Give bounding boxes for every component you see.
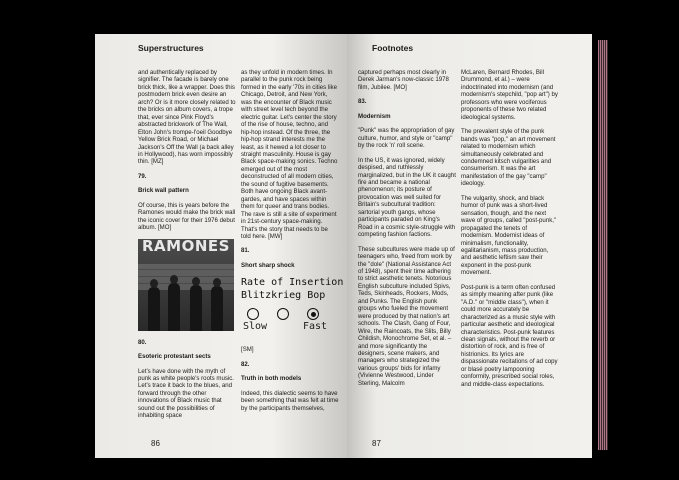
right-running-header: Footnotes — [372, 43, 414, 53]
right-page-number: 87 — [372, 439, 381, 448]
band-member — [148, 287, 160, 331]
footnote-number: 79. — [138, 172, 147, 180]
left-page-number: 86 — [151, 439, 160, 448]
footnote-title: Modernism — [358, 112, 391, 120]
left-page — [95, 34, 347, 458]
paragraph: Of course, this is years before the Ramones would make the brick wall the iconic cover for their 1976 debut album. [MO] — [138, 201, 236, 232]
paragraph: as they unfold in modern times. In parallel to the punk rock being formed in the early '70s in cities like Chicago, Detroit, and New York, was the encounter of Black music with street level tech beyond the electric guitar. Let's center the story of the rise of house, techno, and hip-hop instead. Of the three, the hip-hop strand interests me the least, as it hewed a lot closer to straight masculinity. House is gay Black space-making sonics. Techno emerged out of the most deconstructed of all modern cities, the sound of fugitive basements. Both have ongoing Black avant-gardes, and have spaces within them for queer and trans bodies. The rave is still a site of experiment in 21st-century space-making. That's the story that needs to be told here. [MW] — [241, 69, 338, 240]
fast-label: Fast — [303, 321, 328, 333]
paragraph: "Punk" was the appropriation of gay culture, humor, and style or "camp" by the rock 'n' roll scene. — [358, 127, 455, 150]
right-page — [347, 34, 592, 458]
rate-of-insertion-label: Rate of Insertion — [241, 277, 344, 289]
paragraph: The vulgarity, shock, and black humor of punk was a short-lived sensation, though, and the next wave of groups, called "post-punk," propagated the tenets of modernism. Modernist ideas of minimalism, functionality, egalitarianism, mass production, and aesthetic leftism saw their exponent in the post-punk movement. — [461, 194, 557, 277]
fast-radio — [307, 308, 319, 320]
page-edges — [598, 40, 608, 450]
footnote-number: 82. — [241, 360, 250, 368]
paragraph: and authentically replaced by signifier. The facade is barely one brick thick, like a wrapper. Does this postmodern brick even desire an arch? Or is it more closely related to the bricks on album covers, a trope that, ever since Pink Floyd's abstracted brickwork of The Wall, Elton John's trompe-l'oeil Goodbye Yellow Brick Road, or Michael Jackson's Off the Wall (a back alley in Hollywood), has worn impossibly thin. [MZ] — [138, 69, 236, 166]
paragraph: In the US, it was ignored, widely despised, and ruthlessly marginalized, but in the UK it caught fire and became a national phenomenon; its posture of provocation was well suited for Britain's subcultural tradition: sartorial youth gangs, whose participants paraded on King's Road in a cosmic style-struggle with competing fashion factions. — [358, 156, 456, 239]
ramones-album-photo — [138, 239, 234, 331]
paragraph: McLaren, Bernard Rhodes, Bill Drummond, et al.) – were indoctrinated into modernism (and modernism's stepchild, "pop art") by professors who were vociferous proponents of these two related ideological systems. — [461, 69, 558, 121]
paragraph: Post-punk is a term often confused as simply meaning after punk (like "A.D." or "middle class"), when it could more accurately be characterized as a music style with particular aesthetic and ideological characteristics. Post-punk features clean signals, without the reverb or distortion of rock, and is free of histrionics. Its lyrics are dispassionate recitations of ad copy or blasé poetry lampooning conformity, prescribed social roles, and middle-class expectations. — [461, 283, 558, 388]
paragraph: These subcultures were made up of teenagers who, freed from work by the "dole" (National Assistance Act of 1948), spent their time adhering to strict aesthetic tenets. Notorious English subculture included Spivs, Teds, Skinheads, Rockers, Mods, and Punks. The English punk groups who fueled the movement were produced by that nation's art schools. The Clash, Gang of Four, Wire, the Raincoats, the Slits, Billy Childish, Monochrome Set, et al. – and more significantly the designers, scene makers, and managers who strategized the various groups' bids for infamy (Vivienne Westwood, Linder Sterling, Malcolm — [358, 245, 455, 387]
right-column-2 — [461, 69, 559, 395]
footnote-title: Esoteric protestant sects — [138, 353, 211, 361]
footnote-number: 81. — [241, 247, 250, 255]
band-member — [190, 285, 202, 331]
slow-radio — [247, 308, 259, 320]
slow-label: Slow — [243, 321, 268, 333]
footnote-number: 83. — [358, 98, 367, 106]
medium-radio — [277, 308, 289, 320]
speed-selector — [241, 308, 339, 336]
footnote-title: Brick wall pattern — [138, 187, 189, 195]
paragraph: Let's have done with the myth of punk as white people's roots music. Let's trace it back to the blues, and forward through the other innovations of Black music that sound out the possibilities of inhabiting space — [138, 367, 235, 420]
paragraph: The prevalent style of the punk bands was "pop," an art movement related to modernism which simultaneously celebrated and condemned kitsch vulgarities and consumerism. It was the art manifestation of the gay "camp" ideology. — [461, 128, 556, 188]
band-member — [168, 283, 180, 331]
paragraph: captured perhaps most clearly in Derek Jarman's now-classic 1978 film, Jubilee. [MO] — [358, 69, 449, 91]
band-name: RAMONES — [142, 238, 230, 255]
left-column-1 — [138, 69, 236, 427]
paragraph: Indeed, this dialectic seems to have been something that was felt at time by the participants themselves, — [241, 389, 339, 412]
song-title: Blitzkrieg Bop — [241, 290, 326, 302]
right-column-1 — [358, 69, 456, 394]
footnote-number: 80. — [138, 338, 147, 346]
paragraph: [SM] — [241, 346, 254, 354]
footnote-title: Short sharp shock — [241, 261, 295, 269]
left-column-2 — [241, 69, 344, 419]
band-member — [211, 286, 223, 331]
left-running-header: Superstructures — [138, 43, 204, 53]
insertion-rate-graphic — [241, 276, 344, 336]
open-book — [95, 34, 600, 458]
footnote-title: Truth in both models — [241, 375, 302, 383]
